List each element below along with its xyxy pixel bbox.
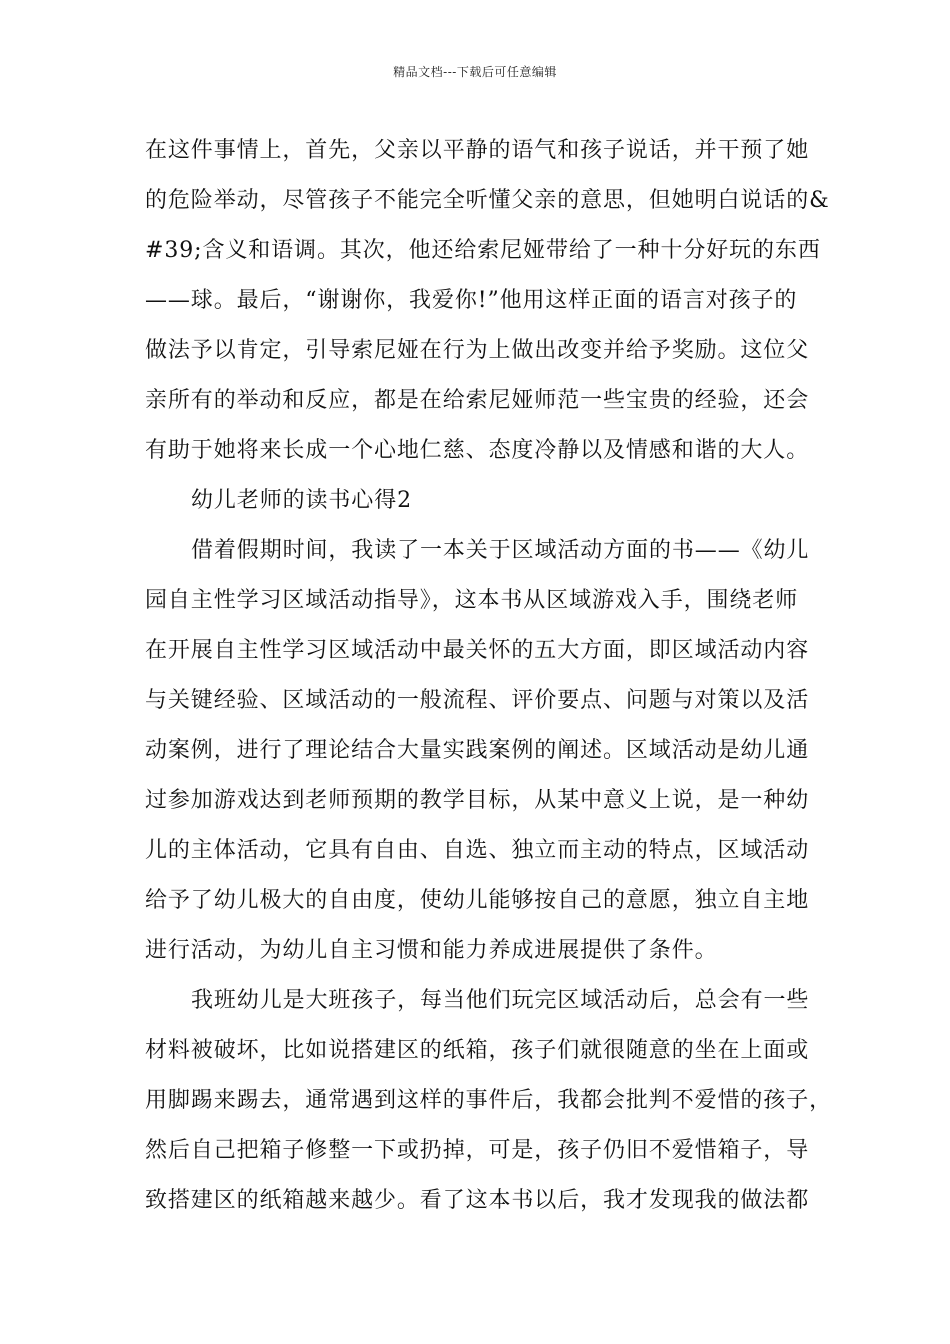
text-line: 致搭建区的纸箱越来越少。看了这本书以后，我才发现我的做法都: [145, 1188, 810, 1213]
text-line: 我班幼儿是大班孩子，每当他们玩完区域活动后，总会有一些: [191, 988, 810, 1013]
text-line: 用脚踢来踢去，通常遇到这样的事件后，我都会批判不爱惜的孩子，: [145, 1088, 833, 1113]
paragraph: [145, 526, 813, 976]
section-heading: 幼儿老师的读书心得2: [191, 488, 412, 513]
text-line: 动案例，进行了理论结合大量实践案例的阐述。区域活动是幼儿通: [145, 738, 810, 763]
text-line: 过参加游戏达到老师预期的教学目标，从某中意义上说，是一种幼: [145, 788, 810, 813]
text-line: 在这件事情上，首先，父亲以平静的语气和孩子说话，并干预了她: [145, 138, 810, 163]
text-line: 借着假期时间，我读了一本关于区域活动方面的书——《幼儿: [191, 538, 810, 563]
text-line: #39;含义和语调。其次，他还给索尼娅带给了一种十分好玩的东西: [145, 238, 821, 263]
text-line: 亲所有的举动和反应，都是在给索尼娅师范一些宝贵的经验，还会: [145, 388, 810, 413]
text-line: 有助于她将来长成一个心地仁慈、态度冷静以及情感和谐的大人。: [145, 438, 810, 463]
document-body: [145, 126, 833, 1226]
paragraph: [145, 976, 833, 1226]
text-line: 儿的主体活动，它具有自由、自选、独立而主动的特点，区域活动: [145, 838, 810, 863]
text-line: ——球。最后，“谢谢你，我爱你!”他用这样正面的语言对孩子的: [145, 288, 798, 313]
text-line: 进行活动，为幼儿自主习惯和能力养成进展提供了条件。: [145, 938, 718, 963]
text-line: 的危险举动，尽管孩子不能完全听懂父亲的意思，但她明白说话的&: [145, 188, 830, 213]
page-header: 精品文档---下载后可任意编辑: [393, 65, 557, 79]
text-line: 做法予以肯定，引导索尼娅在行为上做出改变并给予奖励。这位父: [145, 338, 810, 363]
text-line: 然后自己把箱子修整一下或扔掉，可是，孩子仍旧不爱惜箱子，导: [145, 1138, 810, 1163]
text-line: 在开展自主性学习区域活动中最关怀的五大方面，即区域活动内容: [145, 638, 810, 663]
text-line: 给予了幼儿极大的自由度，使幼儿能够按自己的意愿，独立自主地: [145, 888, 810, 913]
text-line: 与关键经验、区域活动的一般流程、评价要点、问题与对策以及活: [145, 688, 810, 713]
text-line: 园自主性学习区域活动指导》，这本书从区域游戏入手，围绕老师: [145, 588, 799, 613]
text-line: 材料被破坏，比如说搭建区的纸箱，孩子们就很随意的坐在上面或: [145, 1038, 810, 1063]
paragraph: [145, 126, 830, 476]
